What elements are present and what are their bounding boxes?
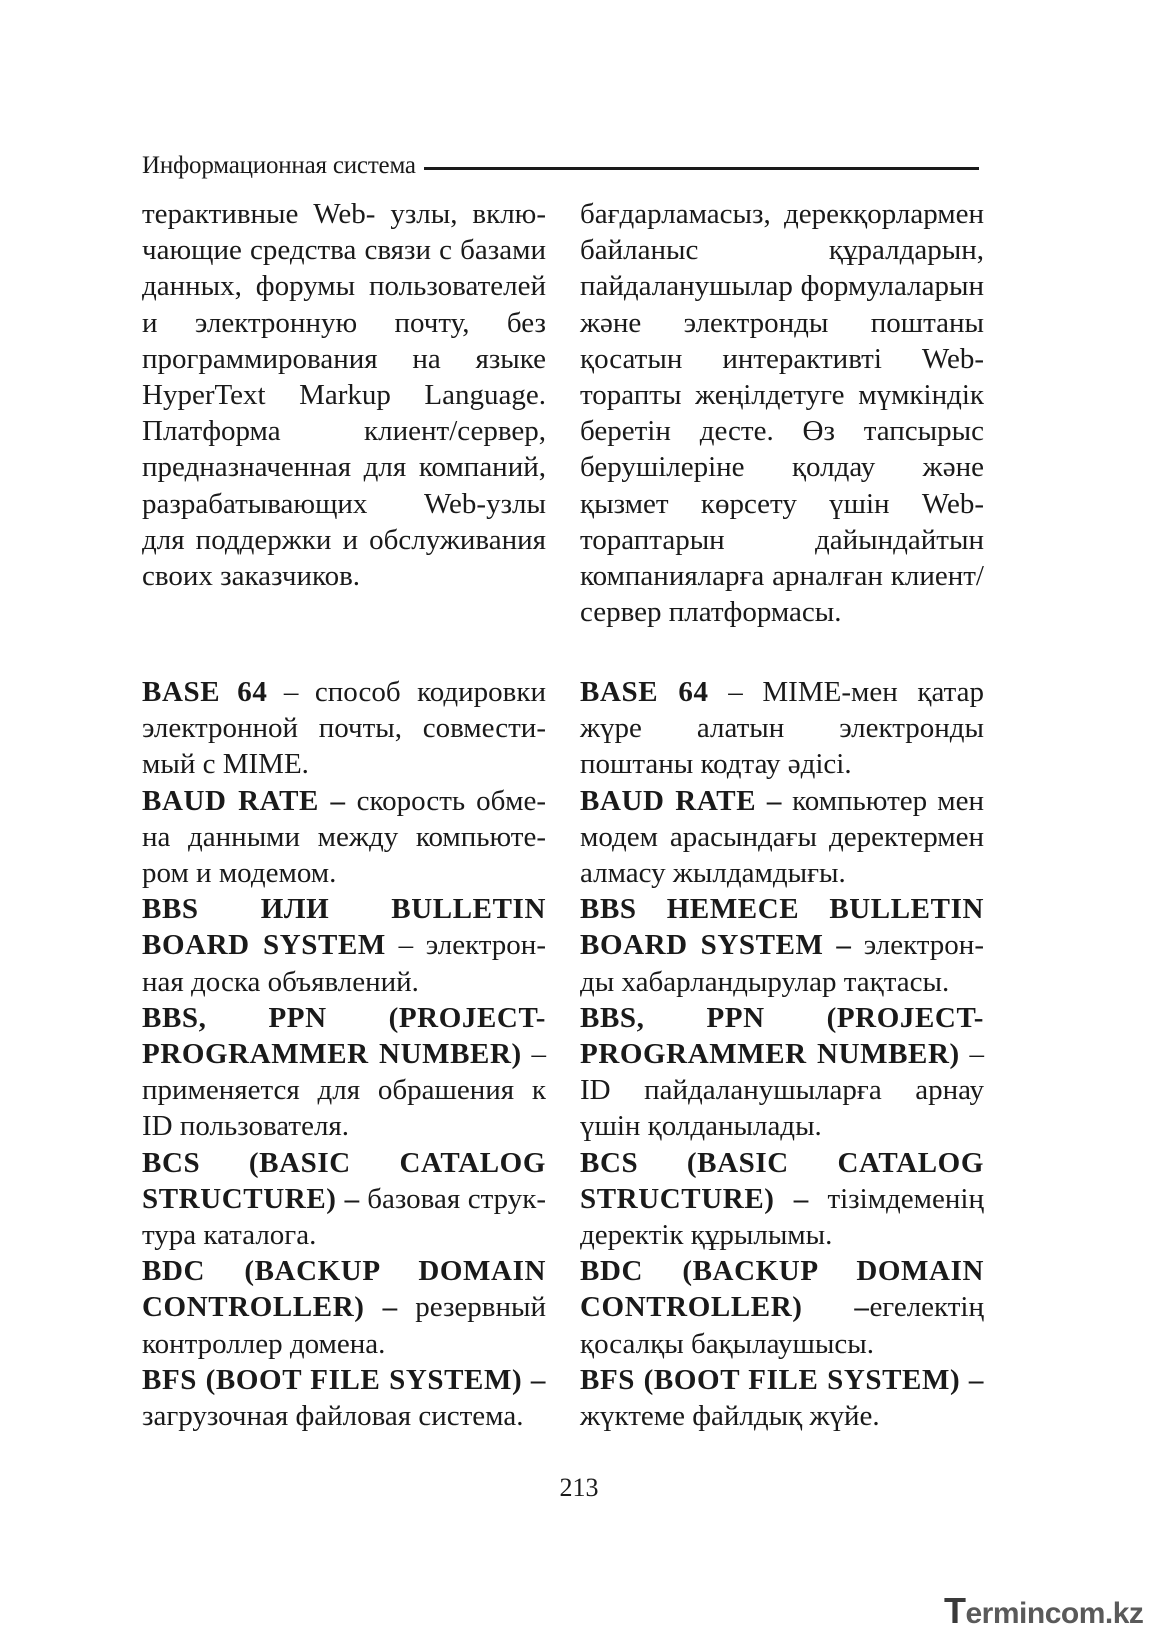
entry-term: BBS, PPN (PROJECT-PROGRAMMER NUMBER) [142,1001,546,1071]
entry-definition: электронды хабарландырулар тақтасы. [580,929,984,998]
right-entry-bbs [580,891,984,1000]
entry-term: BBS HEMECE BULLETIN BOARD SYSTEM – [580,893,984,962]
entry-term: BCS (BASIC CATALOG STRUCTURE) – [142,1146,546,1215]
entry-term: BFS (BOOT FILE SYSTEM) – [580,1363,984,1396]
right-entry-bdc [580,1253,984,1362]
left-entry-bbs-ppn [142,1000,546,1145]
watermark-text: ermincom.kz [965,1597,1144,1630]
entry-definition: тізімдеменің деректік құрылымы. [580,1182,984,1252]
entry-definition: резервный контроллер домена. [142,1291,546,1360]
header-title: Информационная система [142,152,416,179]
left-entry-bcs [142,1145,546,1254]
entry-definition: жүктеме файлдық жүйе. [580,1400,880,1433]
entry-term: BAUD RATE – [142,784,346,817]
left-intro-paragraph: терактивные Web- узлы, включающие средства связи с базами данных, форумы пользователей и электронную почту, без программирования на языке HyperText Markup Language. Платформа клиент/сервер, предназначенная для компаний, разрабатывающих Web-узлы для поддержки и обслуживания своих заказчиков. [142,198,546,593]
entry-term: BBS, PPN (PROJECT-PROGRAMMER NUMBER) [580,1001,984,1071]
entry-term: BASE 64 [142,676,268,708]
entry-term: BASE 64 [580,676,709,708]
right-entry-bcs [580,1145,984,1254]
entry-definition: – применяется для обрашения к ID пользователя. [142,1038,546,1143]
entry-definition: – MIME-мен қатар жүре алатын электронды поштаны кодтау әдісі. [580,676,984,781]
entry-definition: – электронная доска объявлений. [142,929,546,998]
entry-definition: – ID пайдаланушыларға арнау үшін қолданылады. [580,1038,984,1143]
entry-term: BCS (BASIC CATALOG STRUCTURE) – [580,1146,984,1215]
right-entry-bbs-ppn [580,1000,984,1145]
right-entry-base64 [580,674,984,783]
left-column-russian [142,196,546,1434]
right-entry-baud-rate [580,783,984,892]
entry-term: BDC (BACKUP DOMAIN CONTROLLER) – [580,1255,984,1324]
entry-term: BBS ИЛИ BULLETIN BOARD SYSTEM [142,893,546,962]
entry-definition: – способ кодировки электронной почты, совместимый с MIME. [142,676,546,781]
entry-definition: базовая структура каталога. [142,1182,546,1252]
header-rule [424,167,979,170]
left-entry-base64 [142,674,546,783]
watermark-initial: T [944,1590,966,1631]
entry-definition: егелектің қосалқы бақылаушысы. [580,1291,984,1360]
left-entry-bbs [142,891,546,1000]
page-number: 213 [559,1473,599,1502]
entry-definition: компьютер мен модем арасындағы деректермен алмасу жылдамдығы. [580,784,984,890]
entry-definition: скорость обмена данными между компьютером и модемом. [142,784,546,890]
right-intro-paragraph: бағдарламасыз, дерекқорлармен байланыс құралдарын, пайдаланушылар формулаларын және электронды поштаны қосатын интерактивті Web-торапты жеңілдетуге мүмкіндік беретін десте. Өз тапсырыс берушілеріне қолдау және қызмет көрсету үшін Web- тораптарын дайындайтын компанияларға арналған клиент/сервер платформасы. [580,198,984,629]
left-entry-bfs [142,1362,546,1434]
right-column-kazakh [580,196,984,1434]
termincom-watermark-logo[interactable] [944,1590,1144,1630]
entry-definition: загрузочная файловая система. [142,1400,524,1433]
entry-term: BFS (BOOT FILE SYSTEM) – [142,1363,546,1396]
entry-term: BAUD RATE – [580,784,782,817]
running-header [142,148,979,184]
left-entry-bdc [142,1253,546,1362]
left-entry-baud-rate [142,783,546,892]
entry-term: BDC (BACKUP DOMAIN CONTROLLER) – [142,1255,546,1324]
right-entry-bfs [580,1362,984,1434]
